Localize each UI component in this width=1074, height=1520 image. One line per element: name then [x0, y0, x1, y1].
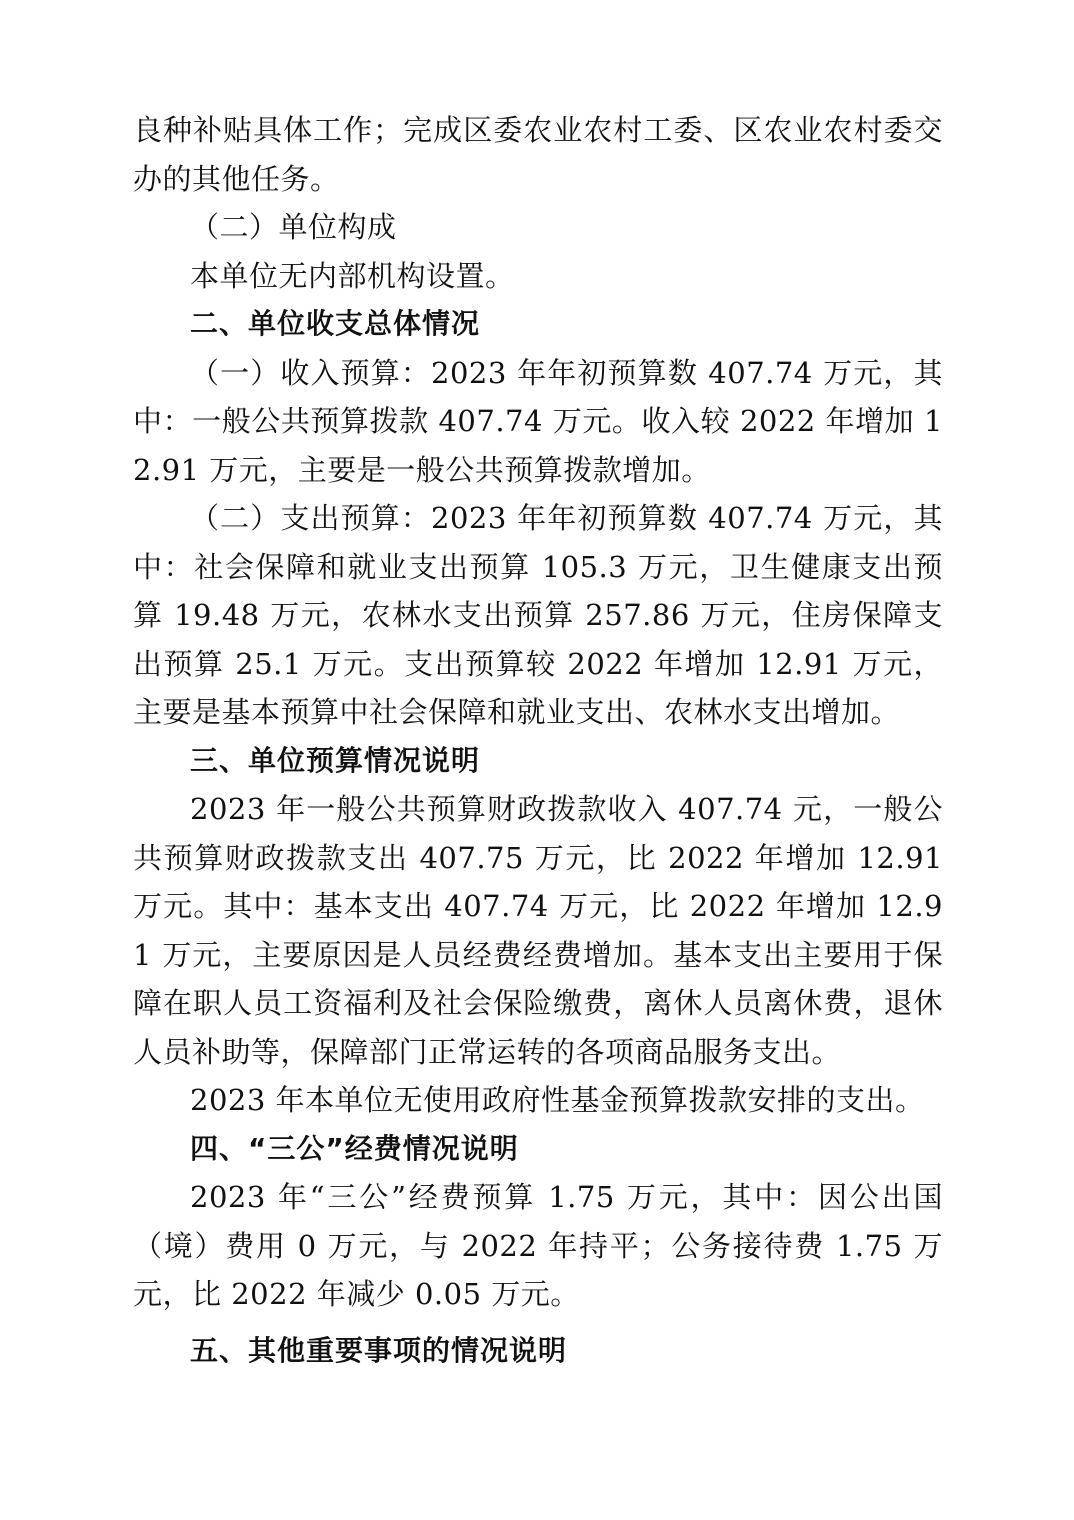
- paragraph-no-internal-departments: 本单位无内部机构设置。: [190, 258, 515, 293]
- section-heading-budget-explanation: 三、单位预算情况说明: [190, 743, 481, 777]
- spacer: [133, 1319, 943, 1327]
- subheading-unit-composition: （二）单位构成: [190, 210, 397, 244]
- section-heading-revenue-expenditure: 二、单位收支总体情况: [190, 307, 481, 340]
- paragraph-three-public-expenses: 2023 年“三公”经费预算 1.75 万元，其中：因公出国（境）费用 0 万元，与 2022 年持平；公务接待费 1.75 万元，比 2022 年减少 0.05 万元。: [133, 1180, 943, 1311]
- section-heading-three-public-expenses: 四、“三公”经费情况说明: [190, 1131, 519, 1165]
- section-heading-other-matters: 五、其他重要事项的情况说明: [190, 1333, 568, 1367]
- paragraph-expenditure-budget: （二）支出预算：2023 年年初预算数 407.74 万元，其中：社会保障和就业支出预算 105.3 万元，卫生健康支出预算 19.48 万元，农林水支出预算 257.86 万元，住房保障支出预算 25.1 万元。支出预算较 2022 年增加 12.91 万元，主要是基本预算中社会保障和就业支出、农林水支出增加。: [133, 501, 943, 729]
- paragraph-public-budget-allocation: 2023 年一般公共预算财政拨款收入 407.74 元，一般公共预算财政拨款支出 407.75 万元，比 2022 年增加 12.91 万元。其中：基本支出 407.74 万元，比 2022 年增加 12.91 万元，主要原因是人员经费经费增加。基本支出主要用于保障在职人员工资福利及社会保险缴费，离休人员离休费，退休人员补助等，保障部门正常运转的各项商品服务支出。: [133, 792, 943, 1069]
- paragraph-duties-continued: 良种补贴具体工作；完成区委农业农村工委、区农业农村委交办的其他任务。: [133, 113, 943, 196]
- paragraph-government-fund: 2023 年本单位无使用政府性基金预算拨款安排的支出。: [190, 1083, 925, 1117]
- document-body: [133, 106, 943, 1375]
- paragraph-income-budget: （一）收入预算：2023 年年初预算数 407.74 万元，其中：一般公共预算拨款 407.74 万元。收入较 2022 年增加 12.91 万元，主要是一般公共预算拨款增加。: [133, 355, 943, 487]
